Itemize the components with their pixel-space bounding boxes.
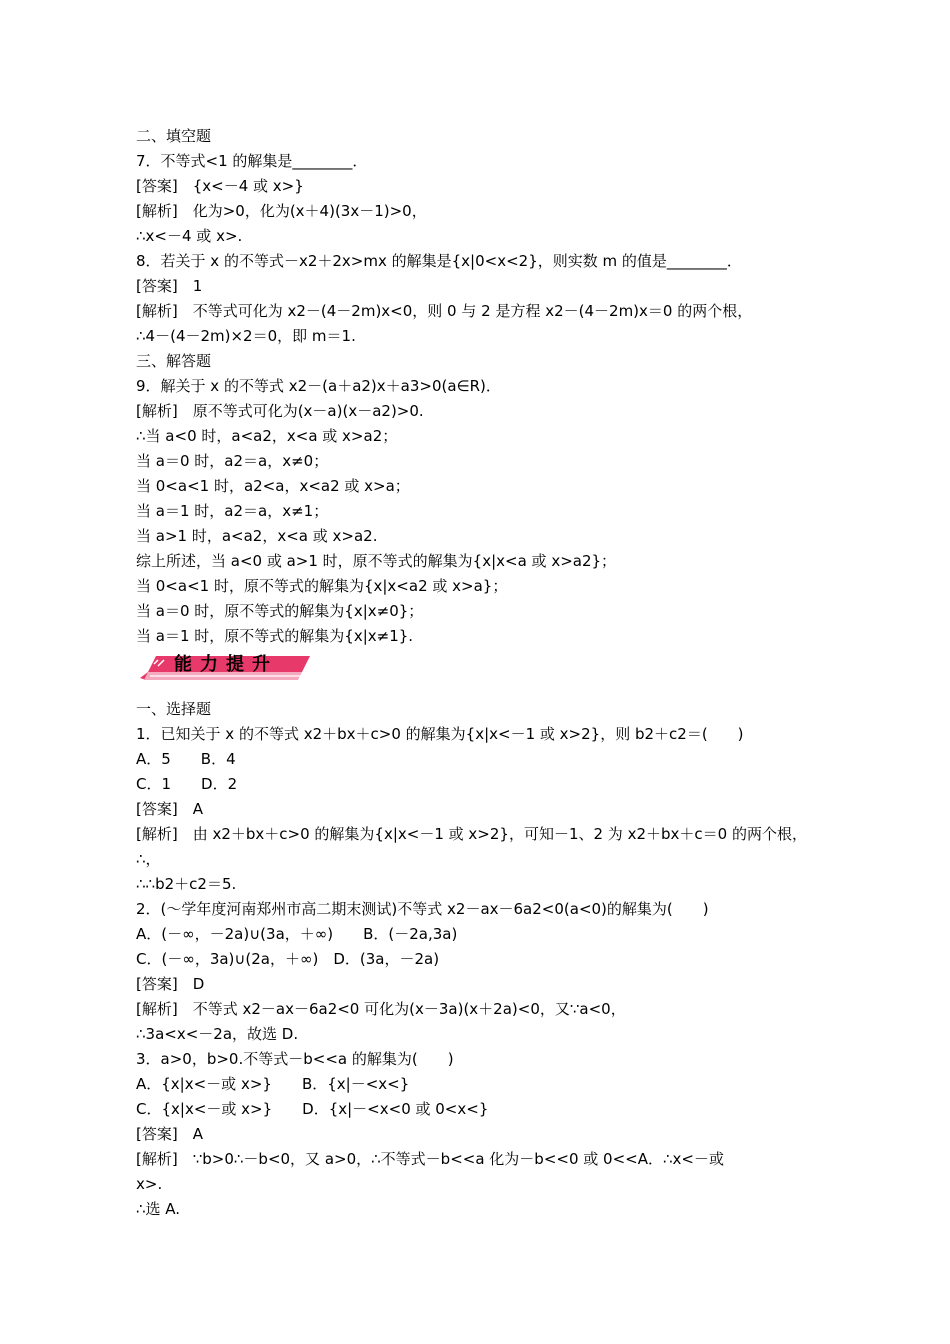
analysis-8-line-1: [解析] 不等式可化为 x2－(4－2m)x<0，则 0 与 2 是方程 x2－(4－2m)x＝0 的两个根， (136, 302, 753, 320)
analysis-3-line-1: [解析] ∵b>0∴－b<0，又 a>0，∴不等式－b<<a 化为－b<<0 或 0<<A．∴x<－或 (136, 1150, 724, 1168)
answer-8: [答案] 1 (136, 277, 203, 295)
question-1: 1．已知关于 x 的不等式 x2＋bx＋c>0 的解集为{x|x<－1 或 x>2}，则 b2＋c2＝( ) (136, 725, 744, 743)
analysis-3-line-3: ∴选 A. (136, 1200, 181, 1218)
section-banner-title: 能力提升 (174, 654, 278, 675)
question-3-options-ab: A．{x|x<－或 x>} B．{x|－<x<} (136, 1075, 410, 1093)
analysis-9-line-5: 当 a＝1 时，a2＝a，x≠1； (136, 502, 329, 520)
question-8: 8．若关于 x 的不等式－x2＋2x>mx 的解集是{x|0<x<2}，则实数 m 的值是________． (136, 252, 742, 270)
analysis-9-line-1: [解析] 原不等式可化为(x－a)(x－a2)>0. (136, 402, 424, 420)
analysis-3-line-2: x>. (136, 1175, 163, 1193)
analysis-1-line-3: ∴∴b2＋c2＝5. (136, 875, 237, 893)
analysis-7-line-1: [解析] 化为>0，化为(x＋4)(3x－1)>0， (136, 202, 427, 220)
analysis-9-line-3: 当 a＝0 时，a2＝a，x≠0； (136, 452, 329, 470)
section-heading-fill-blank: 二、填空题 (136, 127, 212, 145)
section-heading-solve: 三、解答题 (136, 352, 212, 370)
question-1-options-cd: C．1 D．2 (136, 775, 238, 793)
analysis-2-line-2: ∴3a<x<－2a，故选 D. (136, 1025, 299, 1043)
analysis-9-line-6: 当 a>1 时，a<a2，x<a 或 x>a2. (136, 527, 378, 545)
analysis-8-line-2: ∴4－(4－2m)×2＝0，即 m＝1. (136, 327, 356, 345)
answer-2: [答案] D (136, 975, 205, 993)
analysis-9-line-10: 当 a＝1 时，原不等式的解集为{x|x≠1}. (136, 627, 414, 645)
section-heading-choice: 一、选择题 (136, 700, 212, 718)
analysis-9-line-7: 综上所述，当 a<0 或 a>1 时，原不等式的解集为{x|x<a 或 x>a2}； (136, 552, 617, 570)
analysis-1-line-1: [解析] 由 x2＋bx＋c>0 的解集为{x|x<－1 或 x>2}，可知－1、2 为 x2＋bx＋c＝0 的两个根， (136, 825, 807, 843)
question-2-options-ab: A．(－∞，－2a)∪(3a，＋∞) B．(－2a,3a) (136, 925, 458, 943)
question-3: 3．a>0，b>0.不等式－b<<a 的解集为( ) (136, 1050, 454, 1068)
analysis-2-line-1: [解析] 不等式 x2－ax－6a2<0 可化为(x－3a)(x＋2a)<0，又∵a<0， (136, 1000, 626, 1018)
question-7: 7．不等式<1 的解集是________． (136, 152, 368, 170)
analysis-7-line-2: ∴x<－4 或 x>. (136, 227, 243, 245)
answer-7: [答案] {x<－4 或 x>} (136, 177, 304, 195)
answer-1: [答案] A (136, 800, 203, 818)
question-3-options-cd: C．{x|x<－或 x>} D．{x|－<x<0 或 0<x<} (136, 1100, 489, 1118)
question-9: 9．解关于 x 的不等式 x2－(a＋a2)x＋a3>0(a∈R)． (136, 377, 501, 395)
answer-3: [答案] A (136, 1125, 203, 1143)
analysis-9-line-4: 当 0<a<1 时，a2<a，x<a2 或 x>a； (136, 477, 410, 495)
question-2: 2．(～学年度河南郑州市高二期末测试)不等式 x2－ax－6a2<0(a<0)的解集为( ) (136, 900, 709, 918)
analysis-9-line-9: 当 a＝0 时，原不等式的解集为{x|x≠0}； (136, 602, 424, 620)
analysis-9-line-8: 当 0<a<1 时，原不等式的解集为{x|x<a2 或 x>a}； (136, 577, 508, 595)
question-2-options-cd: C．(－∞，3a)∪(2a，＋∞) D．(3a，－2a) (136, 950, 440, 968)
analysis-1-line-2: ∴， (136, 850, 161, 868)
analysis-9-line-2: ∴当 a<0 时，a<a2，x<a 或 x>a2； (136, 427, 398, 445)
question-1-options-ab: A．5 B．4 (136, 750, 236, 768)
